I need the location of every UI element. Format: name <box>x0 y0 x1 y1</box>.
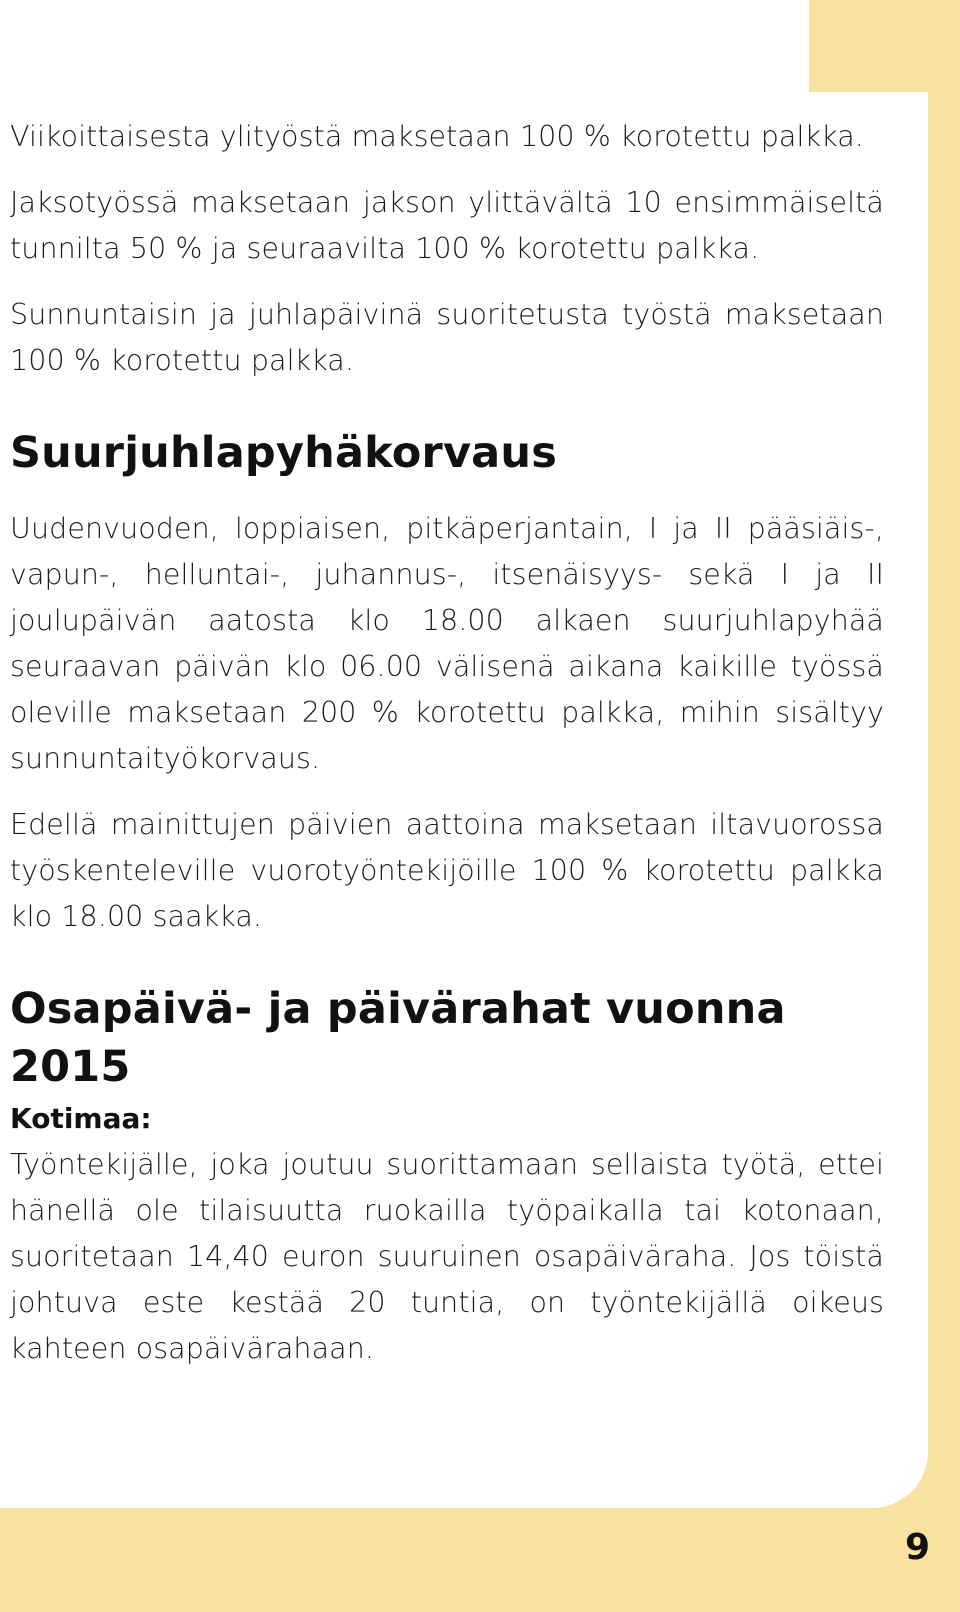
accent-step <box>809 0 928 92</box>
paragraph-partial-allowance: Työntekijälle, joka joutuu suorittamaan sellaista työtä, ettei hänellä ole tilaisuutta ruokailla työpaikalla tai kotonaan, suoritetaan 14,40 euron suuruinen osapäiväraha. Jos töistä johtuva este kestää 20 tuntia, on työntekijällä oikeus kahteen osapäivärahaan. <box>10 1148 884 1365</box>
subheading-domestic: Kotimaa: <box>10 1102 152 1135</box>
heading-per-diem: Osapäivä- ja päivärahat vuonna 2015 <box>10 984 786 1092</box>
paragraph-weekly-overtime: Viikoittaisesta ylityöstä maksetaan 100 % korotettu palkka. <box>10 120 864 153</box>
paragraph-sunday-work: Sunnuntaisin ja juhlapäivinä suoritetusta työstä maksetaan 100 % korotettu palkka. <box>10 298 884 377</box>
paragraph-eve-shift: Edellä mainittujen päivien aattoina maksetaan iltavuorossa työskenteleville vuorotyöntekijöille 100 % korotettu palkka klo 18.00 saakka. <box>10 808 884 933</box>
paragraph-holiday-compensation: Uudenvuoden, loppiaisen, pitkäperjantain, I ja II pääsiäis-, vapun-, helluntai-, juhannus-, itsenäisyys- sekä I ja II joulupäivän aatosta klo 18.00 alkaen suurjuhlapyhää seuraavan päivän klo 06.00 välisenä aikana kaikille työssä oleville maksetaan 200 % korotettu palkka, mihin sisältyy sunnuntaityökorvaus. <box>10 512 884 775</box>
heading-suurjuhlapyhakorvaus: Suurjuhlapyhäkorvaus <box>10 428 558 478</box>
document-content <box>10 114 884 1372</box>
paragraph-period-work: Jaksotyössä maksetaan jakson ylittävältä 10 ensimmäiseltä tunnilta 50 % ja seuraavilta 100 % korotettu palkka. <box>10 186 884 265</box>
page-number: 9 <box>904 1527 930 1568</box>
